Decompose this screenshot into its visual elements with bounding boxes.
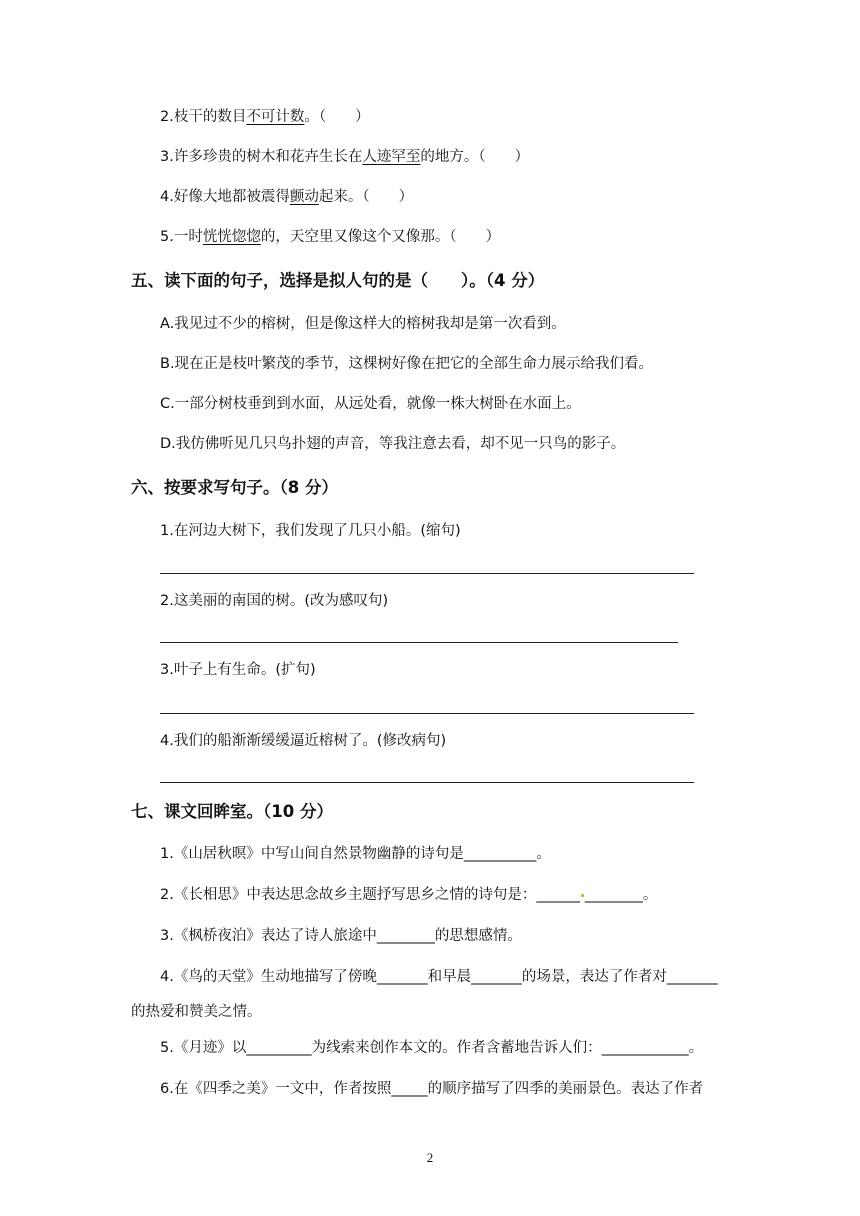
- question-7-3: 3.《枫桥夜泊》表达了诗人旅途中________的思想感情。: [160, 928, 522, 944]
- question-text: ________。: [584, 887, 658, 903]
- option-c: C.一部分树枝垂到到水面，从远处看，就像一株大树卧在水面上。: [160, 396, 581, 412]
- answer-line-6-2: [160, 642, 678, 643]
- answer-parens: 的地方。（ ）: [420, 149, 530, 165]
- question-text: 2.《长相思》中表达思念故乡主题抒写思乡之情的诗句是：______: [160, 887, 580, 903]
- marker-icon: [581, 894, 584, 897]
- option-a: A.我见过不少的榕树，但是像这样大的榕树我却是第一次看到。: [160, 316, 566, 332]
- underlined-term: 恍恍惚惚: [202, 229, 261, 245]
- page-number: 2: [426, 1150, 434, 1165]
- question-7-4: 4.《鸟的天堂》生动地描写了傍晚_______和早晨_______的场景，表达了作者对_______: [160, 969, 718, 985]
- question-6-1: 1.在河边大树下，我们发现了几只小船。(缩句): [160, 523, 461, 539]
- answer-line-6-4: [160, 782, 694, 783]
- question-text: 5.一时: [160, 229, 203, 245]
- option-b: B.现在正是枝叶繁茂的季节，这棵树好像在把它的全部生命力展示给我们看。: [160, 356, 654, 372]
- question-text: 4.好像大地都被震得: [160, 189, 290, 205]
- underlined-term: 颤动: [289, 189, 319, 205]
- underlined-term: 不可计数: [246, 109, 305, 125]
- section-7-heading: 七、课文回眸室。（10 分）: [131, 802, 333, 821]
- section-5-heading: 五、读下面的句子，选择是拟人句的是（ ）。（4 分）: [131, 271, 545, 290]
- question-text: 3.许多珍贵的树木和花卉生长在: [160, 149, 363, 165]
- answer-line-6-3: [160, 713, 694, 714]
- underlined-term: 人迹罕至: [362, 149, 421, 165]
- question-4-2: [160, 107, 370, 127]
- question-7-6: 6.在《四季之美》一文中，作者按照_____的顺序描写了四季的美丽景色。表达了作者: [160, 1081, 704, 1097]
- option-d: D.我仿佛听见几只鸟扑翅的声音，等我注意去看，却不见一只鸟的影子。: [160, 436, 626, 452]
- question-6-4: 4.我们的船渐渐缓缓逼近榕树了。(修改病句): [160, 733, 447, 749]
- question-text: 2.枝干的数目: [160, 109, 247, 125]
- question-4-4: [160, 187, 413, 207]
- answer-parens: 起来。（ ）: [318, 189, 414, 205]
- question-7-4-cont: 的热爱和赞美之情。: [131, 1004, 262, 1020]
- answer-line-6-1: [160, 573, 694, 574]
- answer-parens: 的，天空里又像这个又像那。（ ）: [260, 229, 501, 245]
- question-6-3: 3.叶子上有生命。(扩句): [160, 662, 316, 678]
- question-7-1: 1.《山居秋暝》中写山间自然景物幽静的诗句是__________。: [160, 846, 551, 862]
- question-4-3: [160, 147, 529, 167]
- question-4-5: [160, 227, 500, 247]
- answer-parens: 。（ ）: [304, 109, 370, 125]
- question-7-2: [160, 885, 657, 905]
- section-6-heading: 六、按要求写句子。（8 分）: [131, 478, 338, 497]
- question-7-5: 5.《月迹》以_________为线索来创作本文的。作者含蓄地告诉人们：____________。: [160, 1040, 704, 1056]
- question-6-2: 2.这美丽的南国的树。(改为感叹句): [160, 593, 389, 609]
